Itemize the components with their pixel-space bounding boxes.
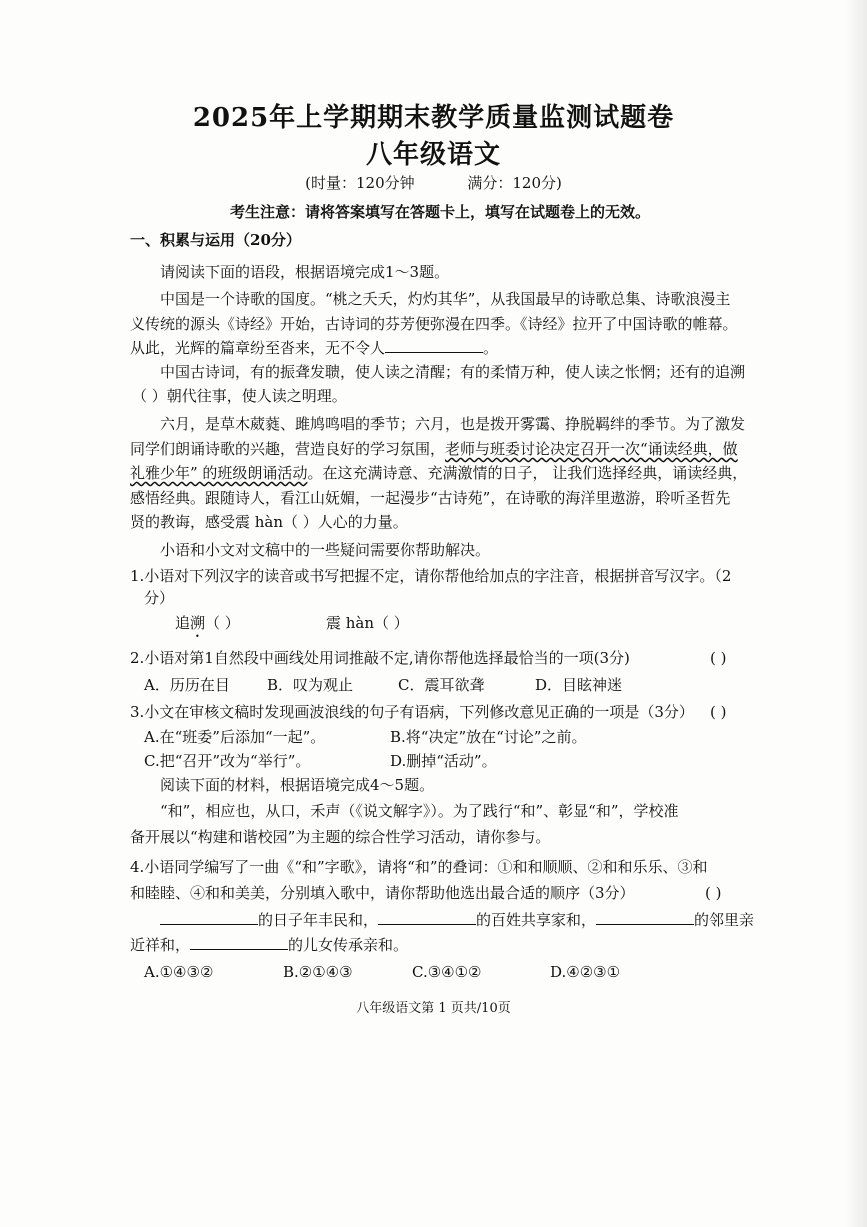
question-1-item [175, 613, 240, 641]
exam-meta [0, 172, 867, 193]
exam-subtitle: 八年级语文 [365, 140, 501, 170]
fill-blank [385, 338, 483, 353]
passage-line [130, 463, 747, 483]
item-text: 追 [175, 614, 191, 632]
passage-line [132, 386, 347, 406]
question-4-stem: 4.小语同学编写了一曲《“和”字歌》，请将“和”的叠词：①和和顺顺、②和和乐乐、③和 [130, 858, 708, 876]
song-text: 的日子年丰民和， [258, 911, 379, 929]
full-score: 满分：120分) [467, 174, 562, 192]
passage-line [130, 439, 738, 459]
passage-text: 同学们朗诵诗歌的兴趣，营造良好的学习氛围， [130, 440, 446, 458]
option-b: B．叹为观止 [267, 676, 354, 694]
candidate-notice: 考生注意：请将答案填写在答题卡上，填写在试题卷上的无效。 [230, 203, 651, 221]
time-limit: (时量：120分钟 [305, 174, 415, 192]
answer-paren: ( ) [710, 649, 727, 667]
question-1-stem: 分） [144, 589, 175, 607]
song-line [160, 910, 754, 930]
option-a: A．历历在目 [144, 676, 230, 694]
fill-blank [378, 910, 476, 925]
wavy-underlined-sentence: 老师与班委讨论决定召开一次“诵读经典，做 [445, 440, 738, 458]
answer-paren: ( ) [705, 884, 722, 902]
option-d: D.删掉“活动”。 [390, 752, 497, 770]
passage-line: 小语和小文对文稿中的一些疑问需要你帮助解决。 [160, 541, 491, 559]
page-footer: 八年级语文第 1 页共/10页 [356, 1001, 511, 1016]
passage-text: 。在这充满诗意、充满激情的日子， 让我们选择经典，诵读经典， [307, 464, 748, 482]
song-text: 近祥和， [130, 936, 191, 954]
passage-line: 义传统的源头《诗经》开始，古诗词的芬芳便弥漫在四季。《诗经》拉开了中国诗歌的帷幕。 [130, 315, 738, 333]
option-a: A.在“班委”后添加“一起”。 [144, 728, 326, 746]
passage-line [130, 338, 498, 358]
passage-text: 朝代往事，使人读之明理。 [166, 387, 347, 405]
option-c: C.③④①② [412, 963, 482, 981]
answer-paren: （ ） [205, 614, 240, 632]
answer-paren: ( ) [710, 703, 727, 721]
dotted-char: 溯 [190, 614, 206, 632]
wavy-underlined-sentence: 礼雅少年” 的班级朗诵活动 [130, 464, 308, 482]
option-d: D.④②③① [550, 963, 621, 981]
material-intro: 阅读下面的材料，根据语境完成4～5题。 [160, 776, 435, 794]
song-text: 的百姓共享家和， [476, 911, 597, 929]
question-1-stem: 1.小语对下列汉字的读音或书写把握不定，请你帮他给加点的字注音，根据拼音写汉字。（2 [130, 567, 732, 585]
option-d: D．目眩神迷 [535, 676, 623, 694]
option-b: B.②①④③ [283, 963, 353, 981]
question-1-item: 震 hàn（ ） [326, 614, 409, 632]
fill-blank [190, 935, 288, 950]
section-intro: 请阅读下面的语段，根据语境完成1～3题。 [160, 263, 450, 281]
fill-blank [160, 910, 258, 925]
material-line: 备开展以“构建和谐校园”为主题的综合性学习活动，请你参与。 [130, 828, 551, 846]
passage-line: 贤的教诲，感受震 hàn（ ）人心的力量。 [130, 513, 408, 531]
song-text: 的儿女传承亲和。 [288, 936, 409, 954]
question-4-stem: 和睦睦、④和和美美，分别填入歌中，请你帮助他选出最合适的顺序（3分） [130, 884, 635, 902]
option-a: A.①④③② [144, 963, 214, 981]
song-line [130, 935, 408, 955]
passage-line: 中国是一个诗歌的国度。“桃之夭夭，灼灼其华”，从我国最早的诗歌总集、诗歌浪漫主 [160, 290, 731, 308]
fill-blank [596, 910, 694, 925]
answer-paren: （ ） [132, 387, 167, 405]
option-b: B.将“决定”放在“讨论”之前。 [390, 728, 587, 746]
song-text: 的邻里亲 [694, 911, 755, 929]
passage-line: 感悟经典。跟随诗人，看江山妩媚，一起漫步“古诗苑”，在诗歌的海洋里遨游，聆听圣哲先 [130, 489, 731, 507]
passage-text: 。 [483, 339, 499, 357]
passage-text: 从此，光辉的篇章纷至沓来，无不令人 [130, 339, 386, 357]
section-heading: 一、积累与运用（20分） [130, 231, 301, 249]
option-c: C．震耳欲聋 [398, 676, 485, 694]
exam-title: 2025年上学期期末教学质量监测试题卷 [192, 103, 675, 133]
passage-line: 中国古诗词，有的振聋发聩，使人读之清醒；有的柔情万种，使人读之怅惘；还有的追溯 [160, 363, 746, 381]
question-3-stem: 3.小文在审核文稿时发现画波浪线的句子有语病，下列修改意见正确的一项是（3分） [130, 703, 694, 721]
material-line: “和”，相应也，从口，禾声（《说文解字》）。为了践行“和”、彰显“和”，学校准 [160, 802, 679, 820]
option-c: C.把“召开”改为“举行”。 [144, 752, 311, 770]
passage-line: 六月，是草木葳蕤、雎鸠鸣唱的季节；六月，也是拨开雾霭、挣脱羁绊的季节。为了激发 [160, 415, 746, 433]
question-2-stem: 2.小语对第1自然段中画线处用词推敲不定,请你帮他选择最恰当的一项(3分) [130, 649, 630, 667]
